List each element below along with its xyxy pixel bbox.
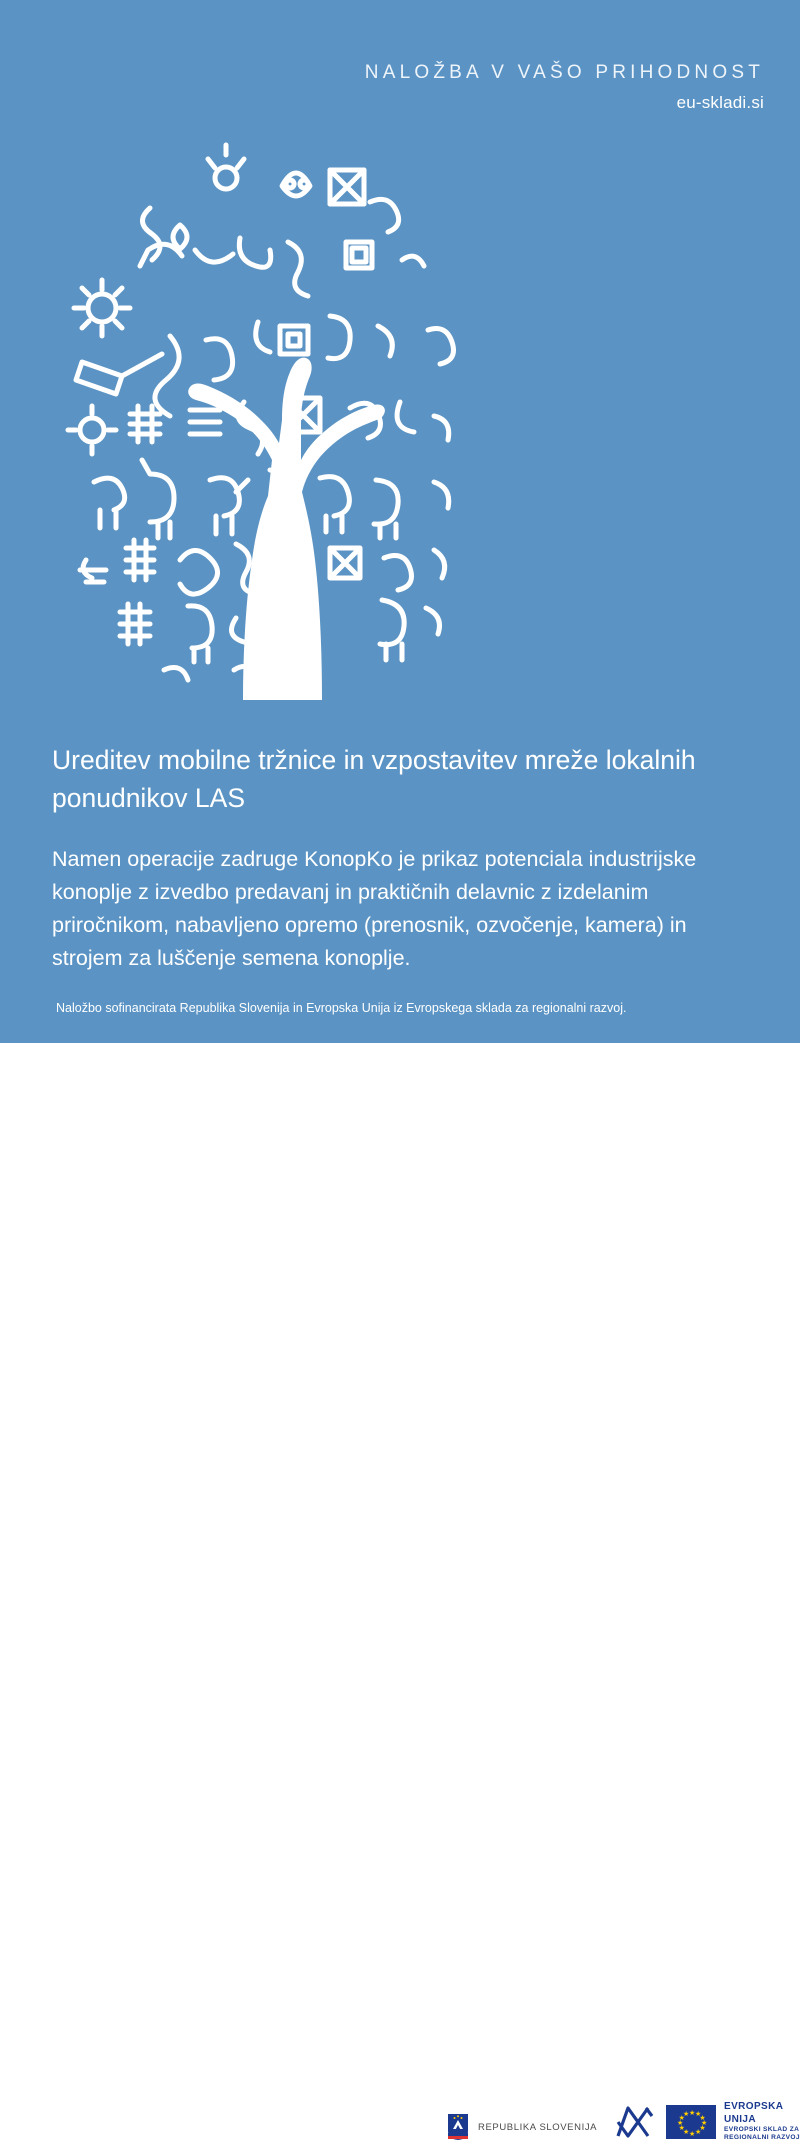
- page-title: Ureditev mobilne tržnice in vzpostavitev mreže lokalnih ponudnikov LAS: [52, 745, 696, 813]
- slovenia-coat-of-arms-icon: [447, 2113, 469, 2141]
- eu-line3: REGIONALNI RAZVOJ: [724, 2134, 800, 2142]
- republika-slovenija-label: REPUBLIKA SLOVENIJA: [478, 2121, 598, 2133]
- poster-header: [365, 62, 764, 113]
- eu-flag-icon: ★ ★ ★ ★ ★ ★ ★ ★ ★ ★ ★ ★: [666, 2105, 716, 2139]
- eu-line2: EVROPSKI SKLAD ZA: [724, 2126, 800, 2133]
- header-url: eu-skladi.si: [676, 93, 764, 112]
- eu-logo: [612, 2101, 800, 2142]
- header-title: NALOŽBA V VAŠO PRIHODNOST: [364, 62, 764, 83]
- eu-line1: EVROPSKA UNIJA: [724, 2101, 783, 2125]
- tree-of-symbols-illustration: [30, 130, 530, 710]
- body-paragraph: Namen operacije zadruge KonopKo je prikaz potenciala industrijske konoplje z izvedbo predavanj in praktičnih delavnic z izdelanim priročnikom, nabavljeno opremo (prenosnik, ozvočenje, kamera) in strojem za luščenje semena konoplje.: [52, 847, 697, 970]
- footer-bar: [0, 1043, 800, 2142]
- eu-logo-text: [724, 2101, 800, 2142]
- funding-footnote: Naložbo sofinancirata Republika Slovenija in Evropska Unija iz Evropskega sklada za regionalni razvoj.: [56, 1001, 627, 1015]
- eu-cohesion-symbol-icon: [612, 2102, 658, 2142]
- republika-slovenija-logo: [447, 2113, 597, 2141]
